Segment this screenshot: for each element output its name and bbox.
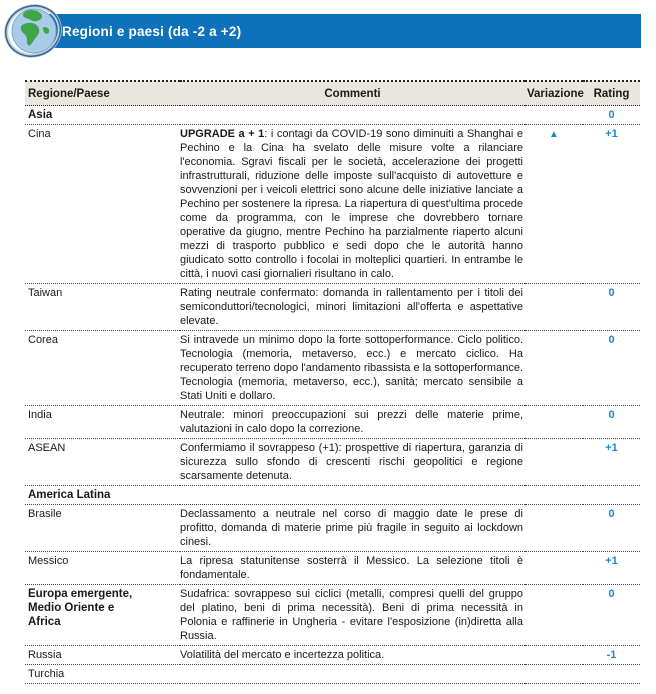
- table-row: [25, 646, 640, 665]
- variation-cell: [525, 486, 583, 505]
- variation-cell: [525, 439, 583, 486]
- variation-cell: [525, 284, 583, 331]
- table-row: [25, 439, 640, 486]
- region-cell: Cina: [25, 125, 180, 284]
- variation-cell: [525, 505, 583, 552]
- comment-cell: [180, 665, 525, 684]
- rating-cell: +1: [583, 552, 640, 585]
- variation-cell: [525, 646, 583, 665]
- table-row: [25, 665, 640, 684]
- comment-cell: [180, 486, 525, 505]
- regions-table: [25, 80, 640, 684]
- column-header-regione-paese: Regione/Paese: [25, 81, 180, 106]
- table-row: [25, 106, 640, 125]
- globe-icon: [4, 3, 62, 59]
- comment-cell: [180, 106, 525, 125]
- comment-cell: Sudafrica: sovrappeso sui ciclici (metalli, compresi quelli del gruppo del platino, beni di prima necessità). Beni di prima necessità in Polonia e raffinerie in Ungheria - evitare l'esposizione (in)diretta alla Russia.: [180, 585, 525, 646]
- variation-cell: [525, 585, 583, 646]
- table-row: [25, 585, 640, 646]
- rating-cell: [583, 665, 640, 684]
- region-cell: India: [25, 406, 180, 439]
- rating-cell: 0: [583, 505, 640, 552]
- table-row: [25, 505, 640, 552]
- page-title: Regioni e paesi (da -2 a +2): [62, 23, 242, 39]
- region-cell: Russia: [25, 646, 180, 665]
- region-cell: Brasile: [25, 505, 180, 552]
- table-row: [25, 486, 640, 505]
- comment-bold-prefix: UPGRADE a + 1: [180, 128, 265, 140]
- table-row: [25, 331, 640, 406]
- table-header-row: [25, 81, 640, 106]
- rating-cell: -1: [583, 646, 640, 665]
- region-cell: Asia: [25, 106, 180, 125]
- region-cell: Corea: [25, 331, 180, 406]
- region-cell: Turchia: [25, 665, 180, 684]
- rating-cell: 0: [583, 331, 640, 406]
- variation-cell: [525, 106, 583, 125]
- region-cell: Europa emergente, Medio Oriente e Africa: [25, 585, 180, 646]
- region-cell: Taiwan: [25, 284, 180, 331]
- comment-cell: Volatilità del mercato e incertezza politica.: [180, 646, 525, 665]
- variation-cell: [525, 665, 583, 684]
- table-row: [25, 552, 640, 585]
- table-row: [25, 284, 640, 331]
- region-cell: ASEAN: [25, 439, 180, 486]
- section-banner: [35, 14, 641, 48]
- variation-cell: [525, 406, 583, 439]
- comment-cell: Neutrale: minori preoccupazioni sui prezzi delle materie prime, valutazioni in calo dopo la correzione.: [180, 406, 525, 439]
- rating-cell: 0: [583, 406, 640, 439]
- comment-cell: UPGRADE a + 1: i contagi da COVID-19 sono diminuiti a Shanghai e Pechino e la Cina ha svelato delle misure volte a rilanciare l'economia. Sgravi fiscali per le società, accelerazione dei progetti infrastrutturali, riduzione delle imposte sull'acquisto di autovetture e sovvenzioni per i veicoli elettrici sono alcune delle iniziative lanciate a Pechino per sostenere la ripresa. La riapertura di quest'ultima procede come da programma, con le imprese che dovrebbero tornare operative da giugno, mentre Pechino ha parzialmente riaperto alcuni mezzi di trasporto pubblico e sedi dopo che le autorità hanno giudicato sotto controllo i focolai in molteplici quartieri. In entrambe le città, i nuovi casi giornalieri risultano in calo.: [180, 125, 525, 284]
- rating-cell: [583, 486, 640, 505]
- rating-cell: +1: [583, 439, 640, 486]
- column-header-rating: Rating: [583, 81, 640, 106]
- rating-cell: 0: [583, 585, 640, 646]
- region-cell: America Latina: [25, 486, 180, 505]
- comment-cell: Confermiamo il sovrappeso (+1): prospettive di riapertura, garanzia di sicurezza sullo sfondo di crescenti rischi geopolitici e regione scarsamente detenuta.: [180, 439, 525, 486]
- rating-cell: 0: [583, 106, 640, 125]
- rating-cell: +1: [583, 125, 640, 284]
- variation-cell: [525, 331, 583, 406]
- table-row: [25, 125, 640, 284]
- comment-cell: Si intravede un minimo dopo la forte sottoperformance. Ciclo politico. Tecnologia (memoria, metaverso, ecc.) e mercato ciclico. Ha recuperato terreno dopo l'andamento ribassista e la sottoperformance. Tecnologia (memoria, metaverso, ecc.), sanità; mercato sensibile a Stati Uniti e dollaro.: [180, 331, 525, 406]
- column-header-variazione: Variazione: [525, 81, 583, 106]
- region-cell: Messico: [25, 552, 180, 585]
- table-row: [25, 406, 640, 439]
- rating-cell: 0: [583, 284, 640, 331]
- comment-cell: Declassamento a neutrale nel corso di maggio date le prese di profitto, domanda di materie prime più fragile in seguito ai lockdown cinesi.: [180, 505, 525, 552]
- upgrade-triangle-icon: ▲: [525, 125, 583, 284]
- variation-cell: [525, 552, 583, 585]
- comment-cell: La ripresa statunitense sosterrà il Messico. La selezione titoli è fondamentale.: [180, 552, 525, 585]
- column-header-commenti: Commenti: [180, 81, 525, 106]
- comment-cell: Rating neutrale confermato: domanda in rallentamento per i titoli dei semiconduttori/tecnologici, minori limitazioni all'offerta e aspettative elevate.: [180, 284, 525, 331]
